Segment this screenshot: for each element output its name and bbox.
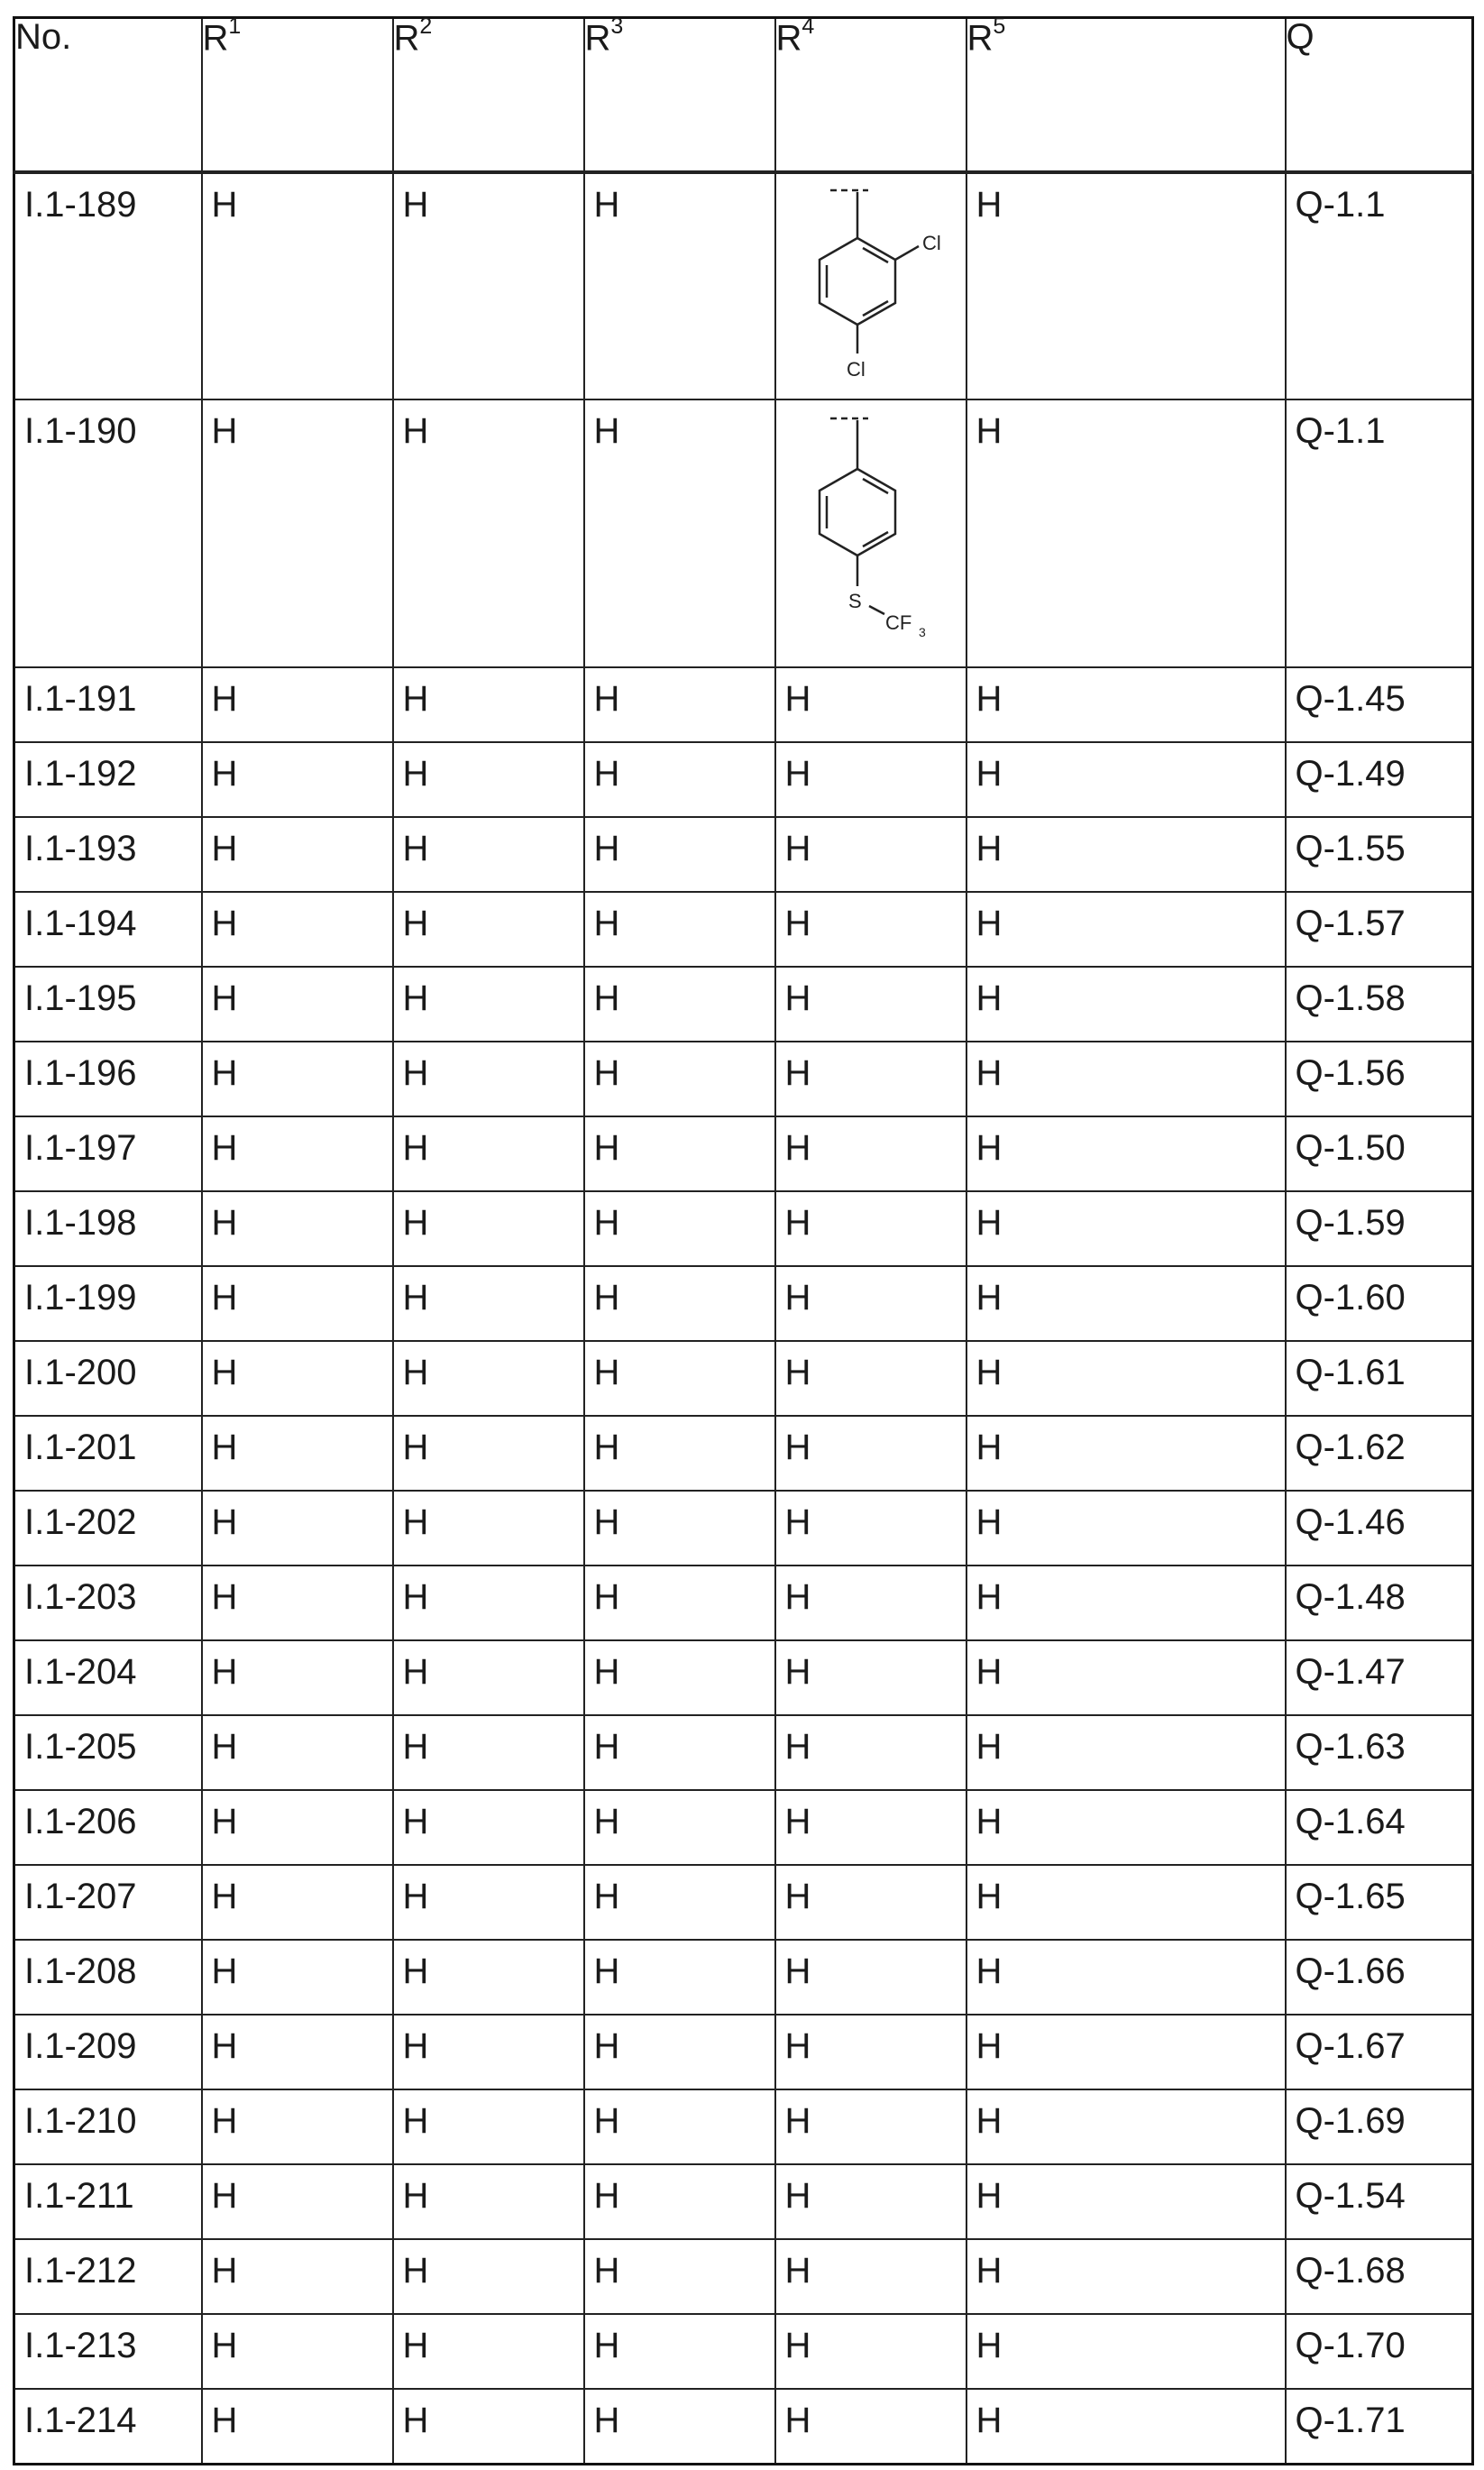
cell-r5: H bbox=[966, 967, 1286, 1042]
cell-r4: H bbox=[775, 2239, 966, 2314]
header-r1: $R^1$ bbox=[202, 18, 393, 173]
cell-r2: H bbox=[393, 2239, 584, 2314]
cell-r5: H bbox=[966, 1940, 1286, 2015]
cell-r3: H bbox=[584, 892, 775, 967]
compound-table bbox=[13, 16, 1474, 2465]
cell-r5: H bbox=[966, 1640, 1286, 1715]
cell-r2: H bbox=[393, 1790, 584, 1865]
table-row bbox=[14, 667, 1473, 742]
table-row bbox=[14, 1266, 1473, 1341]
cell-r3: H bbox=[584, 1715, 775, 1790]
table-row bbox=[14, 1566, 1473, 1640]
table-row bbox=[14, 1416, 1473, 1491]
svg-text:CF: CF bbox=[884, 611, 911, 634]
cell-r2: H bbox=[393, 1416, 584, 1491]
cell-r1: H bbox=[202, 1042, 393, 1116]
cell-r2: H bbox=[393, 967, 584, 1042]
cell-r2: H bbox=[393, 742, 584, 817]
cell-q: Q-1.65 bbox=[1286, 1865, 1473, 1940]
cell-q: Q-1.1 bbox=[1286, 172, 1473, 399]
cell-q: Q-1.71 bbox=[1286, 2389, 1473, 2465]
cell-r2: H bbox=[393, 1640, 584, 1715]
table-row bbox=[14, 1116, 1473, 1191]
cell-no: I.1-189 bbox=[14, 172, 202, 399]
cell-r2: H bbox=[393, 2389, 584, 2465]
table-row bbox=[14, 172, 1473, 399]
cell-q: Q-1.57 bbox=[1286, 892, 1473, 967]
cell-no: I.1-196 bbox=[14, 1042, 202, 1116]
cell-r5: H bbox=[966, 742, 1286, 817]
cell-r4: H bbox=[775, 1116, 966, 1191]
cell-no: I.1-201 bbox=[14, 1416, 202, 1491]
cell-q: Q-1.60 bbox=[1286, 1266, 1473, 1341]
cell-r3: H bbox=[584, 667, 775, 742]
cell-r2: H bbox=[393, 2089, 584, 2164]
cell-no: I.1-199 bbox=[14, 1266, 202, 1341]
cell-r1: H bbox=[202, 1790, 393, 1865]
cell-r3: H bbox=[584, 1416, 775, 1491]
cell-r4 bbox=[775, 399, 966, 667]
cell-r2: H bbox=[393, 399, 584, 667]
cell-q: Q-1.46 bbox=[1286, 1491, 1473, 1566]
cell-r4: H bbox=[775, 1266, 966, 1341]
cell-q: Q-1.1 bbox=[1286, 399, 1473, 667]
cell-q: Q-1.66 bbox=[1286, 1940, 1473, 2015]
cell-no: I.1-191 bbox=[14, 667, 202, 742]
cell-q: Q-1.62 bbox=[1286, 1416, 1473, 1491]
cell-r4: H bbox=[775, 1416, 966, 1491]
cell-r4: H bbox=[775, 817, 966, 892]
cell-q: Q-1.55 bbox=[1286, 817, 1473, 892]
cell-q: Q-1.58 bbox=[1286, 967, 1473, 1042]
cell-r4: H bbox=[775, 1640, 966, 1715]
table-row bbox=[14, 1042, 1473, 1116]
cell-r3: H bbox=[584, 1790, 775, 1865]
cell-q: Q-1.47 bbox=[1286, 1640, 1473, 1715]
cell-r3: H bbox=[584, 1116, 775, 1191]
cell-no: I.1-213 bbox=[14, 2314, 202, 2389]
table-row bbox=[14, 1865, 1473, 1940]
cell-r2: H bbox=[393, 1715, 584, 1790]
cell-no: I.1-206 bbox=[14, 1790, 202, 1865]
cell-no: I.1-212 bbox=[14, 2239, 202, 2314]
cell-r4: H bbox=[775, 1566, 966, 1640]
cell-r4: H bbox=[775, 1865, 966, 1940]
cell-r3: H bbox=[584, 742, 775, 817]
table-row bbox=[14, 399, 1473, 667]
cell-r2: H bbox=[393, 1191, 584, 1266]
cell-no: I.1-197 bbox=[14, 1116, 202, 1191]
cell-r5: H bbox=[966, 1266, 1286, 1341]
header-r2: $R^2$ bbox=[393, 18, 584, 173]
cell-r5: H bbox=[966, 399, 1286, 667]
cell-no: I.1-190 bbox=[14, 399, 202, 667]
table-row bbox=[14, 2314, 1473, 2389]
cell-r4 bbox=[775, 172, 966, 399]
cell-r3: H bbox=[584, 1191, 775, 1266]
cell-r1: H bbox=[202, 2164, 393, 2239]
header-r3: $R^3$ bbox=[584, 18, 775, 173]
cell-r4: H bbox=[775, 2164, 966, 2239]
svg-text:S: S bbox=[847, 590, 862, 612]
cell-r2: H bbox=[393, 1341, 584, 1416]
cell-q: Q-1.69 bbox=[1286, 2089, 1473, 2164]
cell-r2: H bbox=[393, 1566, 584, 1640]
cell-r5: H bbox=[966, 2164, 1286, 2239]
cell-r1: H bbox=[202, 892, 393, 967]
cell-r2: H bbox=[393, 1940, 584, 2015]
cell-r3: H bbox=[584, 1865, 775, 1940]
cell-r1: H bbox=[202, 1116, 393, 1191]
cell-r2: H bbox=[393, 892, 584, 967]
cell-r3: H bbox=[584, 2015, 775, 2089]
table-row bbox=[14, 817, 1473, 892]
cell-r5: H bbox=[966, 1191, 1286, 1266]
cell-r2: H bbox=[393, 2314, 584, 2389]
cell-no: I.1-202 bbox=[14, 1491, 202, 1566]
cell-r3: H bbox=[584, 2164, 775, 2239]
cell-r2: H bbox=[393, 1042, 584, 1116]
cell-r1: H bbox=[202, 2389, 393, 2465]
cell-r5: H bbox=[966, 1116, 1286, 1191]
cell-r5: H bbox=[966, 1491, 1286, 1566]
cell-r5: H bbox=[966, 667, 1286, 742]
cell-r1: H bbox=[202, 1416, 393, 1491]
cell-r3: H bbox=[584, 2089, 775, 2164]
cell-r1: H bbox=[202, 1266, 393, 1341]
cell-r1: H bbox=[202, 399, 393, 667]
cell-r4: H bbox=[775, 967, 966, 1042]
table-row bbox=[14, 742, 1473, 817]
cell-r1: H bbox=[202, 2015, 393, 2089]
table-row bbox=[14, 2164, 1473, 2239]
cell-r3: H bbox=[584, 2389, 775, 2465]
cell-r4: H bbox=[775, 2389, 966, 2465]
cell-r5: H bbox=[966, 172, 1286, 399]
cell-no: I.1-207 bbox=[14, 1865, 202, 1940]
cell-r5: H bbox=[966, 1416, 1286, 1491]
svg-text:Cl: Cl bbox=[846, 358, 866, 381]
table-row bbox=[14, 1790, 1473, 1865]
cell-q: Q-1.68 bbox=[1286, 2239, 1473, 2314]
table-row bbox=[14, 2089, 1473, 2164]
cell-r5: H bbox=[966, 2389, 1286, 2465]
cell-r1: H bbox=[202, 1940, 393, 2015]
cell-r2: H bbox=[393, 667, 584, 742]
cell-r2: H bbox=[393, 1491, 584, 1566]
cell-no: I.1-200 bbox=[14, 1341, 202, 1416]
cell-no: I.1-210 bbox=[14, 2089, 202, 2164]
cell-r3: H bbox=[584, 967, 775, 1042]
cell-no: I.1-211 bbox=[14, 2164, 202, 2239]
cell-r5: H bbox=[966, 2089, 1286, 2164]
cell-no: I.1-208 bbox=[14, 1940, 202, 2015]
cell-q: Q-1.45 bbox=[1286, 667, 1473, 742]
table-row bbox=[14, 2389, 1473, 2465]
cell-r4: H bbox=[775, 2314, 966, 2389]
cell-r1: H bbox=[202, 1715, 393, 1790]
cell-no: I.1-192 bbox=[14, 742, 202, 817]
table-row bbox=[14, 967, 1473, 1042]
cell-r1: H bbox=[202, 1191, 393, 1266]
cell-r5: H bbox=[966, 1865, 1286, 1940]
cell-no: I.1-205 bbox=[14, 1715, 202, 1790]
header-no: No. bbox=[14, 18, 202, 173]
cell-r4: H bbox=[775, 1715, 966, 1790]
cell-r5: H bbox=[966, 817, 1286, 892]
cell-r4: H bbox=[775, 1042, 966, 1116]
cell-no: I.1-193 bbox=[14, 817, 202, 892]
cell-r1: H bbox=[202, 967, 393, 1042]
cell-r5: H bbox=[966, 1042, 1286, 1116]
cell-r1: H bbox=[202, 1491, 393, 1566]
cell-q: Q-1.70 bbox=[1286, 2314, 1473, 2389]
cell-r3: H bbox=[584, 2314, 775, 2389]
cell-r3: H bbox=[584, 1491, 775, 1566]
cell-no: I.1-194 bbox=[14, 892, 202, 967]
cell-r2: H bbox=[393, 1865, 584, 1940]
header-r5: $R^5$ bbox=[966, 18, 1286, 173]
cell-r4: H bbox=[775, 2015, 966, 2089]
cell-r4: H bbox=[775, 892, 966, 967]
cell-r1: H bbox=[202, 2089, 393, 2164]
header-r4: $R^4$ bbox=[775, 18, 966, 173]
cell-r3: H bbox=[584, 1341, 775, 1416]
table-row bbox=[14, 2239, 1473, 2314]
cell-r4: H bbox=[775, 742, 966, 817]
scf3-phenyl-structure-icon bbox=[776, 406, 966, 663]
cell-r3: H bbox=[584, 817, 775, 892]
cell-r1: H bbox=[202, 172, 393, 399]
cell-q: Q-1.56 bbox=[1286, 1042, 1473, 1116]
cell-no: I.1-195 bbox=[14, 967, 202, 1042]
cell-r3: H bbox=[584, 1940, 775, 2015]
cell-r1: H bbox=[202, 817, 393, 892]
cell-r1: H bbox=[202, 2314, 393, 2389]
cell-r2: H bbox=[393, 2015, 584, 2089]
cell-no: I.1-209 bbox=[14, 2015, 202, 2089]
cell-r1: H bbox=[202, 2239, 393, 2314]
cell-r1: H bbox=[202, 1566, 393, 1640]
cell-r3: H bbox=[584, 1266, 775, 1341]
cell-r5: H bbox=[966, 2314, 1286, 2389]
cell-r5: H bbox=[966, 1790, 1286, 1865]
cell-r2: H bbox=[393, 817, 584, 892]
cell-q: Q-1.54 bbox=[1286, 2164, 1473, 2239]
cell-r3: H bbox=[584, 1640, 775, 1715]
table-row bbox=[14, 1491, 1473, 1566]
cell-q: Q-1.63 bbox=[1286, 1715, 1473, 1790]
dichlorophenyl-structure-icon bbox=[776, 179, 966, 396]
cell-r1: H bbox=[202, 1341, 393, 1416]
cell-r2: H bbox=[393, 172, 584, 399]
cell-r2: H bbox=[393, 2164, 584, 2239]
cell-r5: H bbox=[966, 892, 1286, 967]
svg-text:Cl: Cl bbox=[921, 232, 941, 254]
cell-no: I.1-198 bbox=[14, 1191, 202, 1266]
cell-r3: H bbox=[584, 172, 775, 399]
header-q: Q bbox=[1286, 18, 1473, 173]
cell-r1: H bbox=[202, 1640, 393, 1715]
cell-no: I.1-214 bbox=[14, 2389, 202, 2465]
cell-r3: H bbox=[584, 399, 775, 667]
cell-r4: H bbox=[775, 1191, 966, 1266]
cell-q: Q-1.61 bbox=[1286, 1341, 1473, 1416]
svg-text:3: 3 bbox=[918, 625, 926, 639]
cell-r4: H bbox=[775, 1790, 966, 1865]
table-row bbox=[14, 2015, 1473, 2089]
cell-r2: H bbox=[393, 1116, 584, 1191]
cell-r4: H bbox=[775, 1940, 966, 2015]
table-row bbox=[14, 1191, 1473, 1266]
cell-q: Q-1.49 bbox=[1286, 742, 1473, 817]
cell-r4: H bbox=[775, 667, 966, 742]
header-row bbox=[14, 18, 1473, 173]
cell-q: Q-1.67 bbox=[1286, 2015, 1473, 2089]
cell-r3: H bbox=[584, 1042, 775, 1116]
cell-r5: H bbox=[966, 2239, 1286, 2314]
table-row bbox=[14, 1940, 1473, 2015]
cell-r1: H bbox=[202, 742, 393, 817]
cell-r5: H bbox=[966, 2015, 1286, 2089]
table-row bbox=[14, 1715, 1473, 1790]
cell-r1: H bbox=[202, 1865, 393, 1940]
cell-no: I.1-203 bbox=[14, 1566, 202, 1640]
cell-r4: H bbox=[775, 1341, 966, 1416]
table-row bbox=[14, 1640, 1473, 1715]
cell-r4: H bbox=[775, 2089, 966, 2164]
cell-r3: H bbox=[584, 1566, 775, 1640]
cell-r5: H bbox=[966, 1566, 1286, 1640]
cell-r5: H bbox=[966, 1715, 1286, 1790]
cell-r2: H bbox=[393, 1266, 584, 1341]
cell-q: Q-1.59 bbox=[1286, 1191, 1473, 1266]
cell-r3: H bbox=[584, 2239, 775, 2314]
cell-no: I.1-204 bbox=[14, 1640, 202, 1715]
cell-r4: H bbox=[775, 1491, 966, 1566]
table-row bbox=[14, 892, 1473, 967]
table-row bbox=[14, 1341, 1473, 1416]
cell-r5: H bbox=[966, 1341, 1286, 1416]
cell-q: Q-1.50 bbox=[1286, 1116, 1473, 1191]
cell-r1: H bbox=[202, 667, 393, 742]
cell-q: Q-1.48 bbox=[1286, 1566, 1473, 1640]
cell-q: Q-1.64 bbox=[1286, 1790, 1473, 1865]
